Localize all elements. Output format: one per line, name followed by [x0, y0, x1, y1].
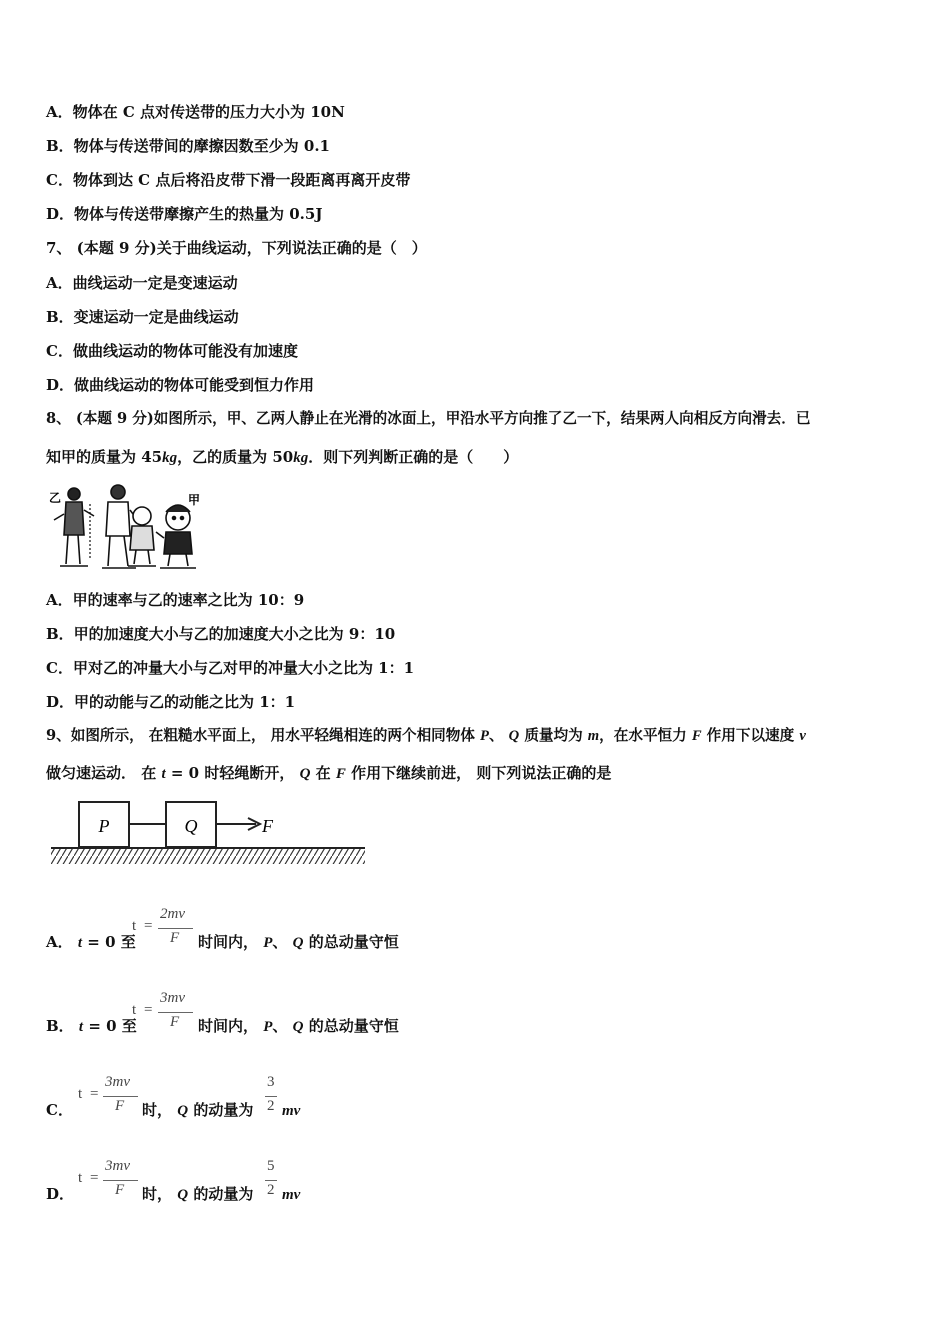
- q9-d-fraction: t = 3mv F: [78, 1158, 144, 1202]
- q9-option-d: D．: [46, 1185, 75, 1203]
- person-jia: [156, 505, 196, 568]
- q9-d-coef: 5 2: [264, 1158, 278, 1202]
- person-child: [128, 507, 156, 566]
- q7-option-c: C．做曲线运动的物体可能没有加速度: [46, 342, 298, 360]
- q7-option-a: A．曲线运动一定是变速运动: [46, 274, 238, 292]
- q9-a-fraction: t = 2mv F: [132, 906, 202, 950]
- blocks-diagram: [50, 796, 370, 868]
- q7-option-d: D．做曲线运动的物体可能受到恒力作用: [46, 376, 315, 394]
- q9-c-mv: mv: [282, 1103, 301, 1119]
- q9-c-fraction: t = 3mv F: [78, 1074, 144, 1118]
- q9-c-coef: 3 2: [264, 1074, 278, 1118]
- q6-option-b: B．物体与传送带间的摩擦因数至少为 0.1: [46, 137, 330, 155]
- q9-option-a: A． t = 0 至: [46, 933, 136, 951]
- q6-option-c: C．物体到达 C 点后将沿皮带下滑一段距离再离开皮带: [46, 171, 411, 189]
- q6-option-a: A．物体在 C 点对传送带的压力大小为 10N: [46, 103, 345, 121]
- q9-option-d-tail: 时， Q 的动量为: [142, 1185, 254, 1203]
- q8-option-c: C．甲对乙的冲量大小与乙对甲的冲量大小之比为 1：1: [46, 659, 415, 677]
- q9-option-c: C．: [46, 1101, 73, 1119]
- q8-stem-line2: 知甲的质量为 45kg，乙的质量为 50kg．则下列判断正确的是（ ）: [46, 448, 519, 466]
- q8-option-a: A．甲的速率与乙的速率之比为 10：9: [46, 591, 305, 609]
- q7-stem: 7、 (本题 9 分)关于曲线运动，下列说法正确的是（ ）: [46, 239, 427, 257]
- q9-option-b: B． t = 0 至: [46, 1017, 137, 1035]
- q8-stem-line1: 8、 (本题 9 分)如图所示，甲、乙两人静止在光滑的冰面上，甲沿水平方向推了乙一下，结果两人向相反方向滑去．已: [46, 410, 811, 427]
- q9-b-fraction: t = 3mv F: [132, 990, 202, 1034]
- q9-d-mv: mv: [282, 1187, 301, 1203]
- fig-label-jia: 甲: [188, 493, 201, 507]
- block-p-label: P: [98, 816, 110, 836]
- q9-stem-line2: 做匀速运动． 在 t = 0 时轻绳断开， Q 在 F 作用下继续前进， 则下列说法正确的是: [46, 764, 612, 782]
- rough-ground: [51, 848, 365, 864]
- q8-option-b: B．甲的加速度大小与乙的加速度大小之比为 9：10: [46, 625, 396, 643]
- q9-option-b-tail: 时间内， P、 Q 的总动量守恒: [198, 1017, 399, 1035]
- block-q-label: Q: [184, 816, 198, 836]
- q9-stem-line1: 9、如图所示， 在粗糙水平面上， 用水平轻绳相连的两个相同物体 P、 Q 质量均为 m，在水平恒力 F 作用下以速度 v: [46, 727, 806, 744]
- q6-option-d: D．物体与传送带摩擦产生的热量为 0.5J: [46, 205, 323, 223]
- skaters-illustration: [46, 480, 206, 576]
- q9-option-a-tail: 时间内， P、 Q 的总动量守恒: [198, 933, 399, 951]
- fig-label-yi: 乙: [49, 491, 62, 505]
- q8-option-d: D．甲的动能与乙的动能之比为 1：1: [46, 693, 296, 711]
- q7-option-b: B．变速运动一定是曲线运动: [46, 308, 239, 326]
- force-label: F: [262, 816, 273, 836]
- q9-option-c-tail: 时， Q 的动量为: [142, 1101, 254, 1119]
